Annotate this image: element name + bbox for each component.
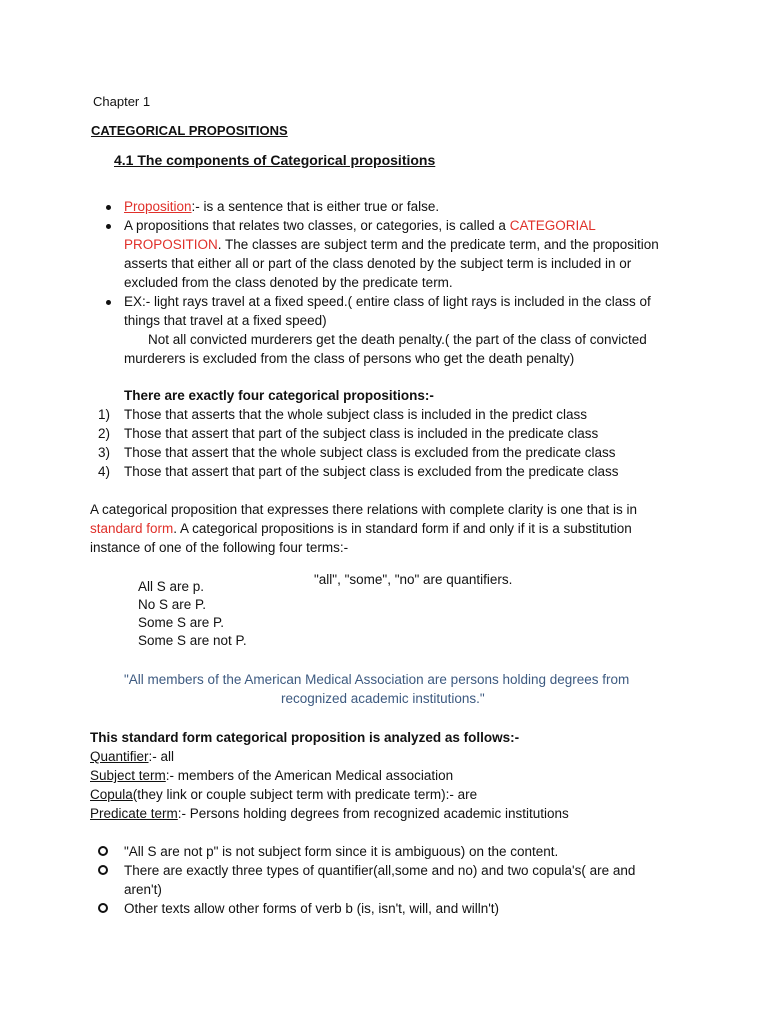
form-item: All S are p. <box>138 579 205 594</box>
bullet-categorial-line1 <box>124 217 596 235</box>
example-quote-line2: recognized academic institutions." <box>281 691 485 706</box>
list-number: 4) <box>98 464 111 479</box>
note-verb-forms: Other texts allow other forms of verb b (is, isn't, will, and willn't) <box>124 901 500 916</box>
analysis-quantifier <box>90 748 174 766</box>
categorial-term: CATEGORIAL <box>509 218 596 233</box>
analysis-heading: This standard form categorical proposition is analyzed as follows:- <box>90 730 520 745</box>
chapter-label: Chapter 1 <box>93 94 151 109</box>
form-item: Some S are P. <box>138 615 225 630</box>
bullet-categorial-line3: asserts that either all or part of the class denoted by the subject term is included in or <box>124 256 632 271</box>
note-quantifier-types-line2: aren't) <box>124 882 162 897</box>
bullet-example-line1: EX:- light rays travel at a fixed speed.( entire class of light rays is included in the class of <box>124 294 651 309</box>
analysis-value: :- members of the American Medical association <box>165 768 454 783</box>
categorial-text-2: . The classes are subject term and the predicate term, and the proposition <box>217 237 659 252</box>
analysis-copula <box>90 786 477 804</box>
bullet-icon <box>106 205 111 210</box>
list-item: Those that asserts that the whole subject class is included in the predict class <box>124 407 587 422</box>
proposition-definition: :- is a sentence that is either true or false. <box>191 199 440 214</box>
analysis-value: :- all <box>148 749 175 764</box>
proposition-term: Proposition <box>124 199 192 214</box>
list-number: 1) <box>98 407 111 422</box>
analysis-value: (they link or couple subject term with predicate term):- are <box>132 787 478 802</box>
analysis-label: Copula <box>90 787 133 802</box>
standard-form-text: . A categorical propositions is in standard form if and only if it is a substitution <box>173 521 632 536</box>
list-item: Those that assert that part of the subject class is included in the predicate class <box>124 426 599 441</box>
bullet-categorial-line4: excluded from the class denoted by the predicate term. <box>124 275 453 290</box>
categorial-text: A propositions that relates two classes, or categories, is called a <box>124 218 510 233</box>
list-item: Those that assert that part of the subject class is excluded from the predicate class <box>124 464 619 479</box>
quantifiers-note: "all", "some", "no" are quantifiers. <box>314 572 513 587</box>
analysis-label: Predicate term <box>90 806 178 821</box>
list-item: Those that assert that the whole subject class is excluded from the predicate class <box>124 445 616 460</box>
note-quantifier-types-line1: There are exactly three types of quantifier(all,some and no) and two copula's( are and <box>124 863 636 878</box>
standard-form-paragraph-line2 <box>90 520 632 538</box>
standard-form-term: standard form <box>90 521 174 536</box>
ring-bullet-icon <box>98 865 108 875</box>
example-quote-line1: "All members of the American Medical Association are persons holding degrees from <box>124 672 630 687</box>
analysis-subject-term <box>90 767 453 785</box>
standard-form-paragraph-line3: instance of one of the following four terms:- <box>90 540 349 555</box>
form-item: Some S are not P. <box>138 633 247 648</box>
bullet-example-line4: murderers is excluded from the class of persons who get the death penalty) <box>124 351 575 366</box>
form-item: No S are P. <box>138 597 207 612</box>
analysis-value: :- Persons holding degrees from recognized academic institutions <box>177 806 569 821</box>
bullet-proposition <box>124 198 439 216</box>
note-ambiguous: "All S are not p" is not subject form since it is ambiguous) on the content. <box>124 844 559 859</box>
bullet-example-line2: things that travel at a fixed speed) <box>124 313 327 328</box>
analysis-label: Subject term <box>90 768 166 783</box>
proposition-term-red: PROPOSITION <box>124 237 218 252</box>
four-propositions-heading: There are exactly four categorical propositions:- <box>124 388 434 403</box>
bullet-icon <box>106 300 111 305</box>
subsection-title: 4.1 The components of Categorical propositions <box>114 152 436 168</box>
ring-bullet-icon <box>98 846 108 856</box>
list-number: 2) <box>98 426 111 441</box>
list-number: 3) <box>98 445 111 460</box>
analysis-label: Quantifier <box>90 749 149 764</box>
bullet-icon <box>106 224 111 229</box>
bullet-example-line3: Not all convicted murderers get the death penalty.( the part of the class of convicted <box>148 332 647 347</box>
analysis-predicate-term <box>90 805 569 823</box>
standard-form-paragraph-line1: A categorical proposition that expresses there relations with complete clarity is one that is in <box>90 502 638 517</box>
ring-bullet-icon <box>98 903 108 913</box>
bullet-categorial-line2 <box>124 236 659 254</box>
section-title: CATEGORICAL PROPOSITIONS <box>91 123 288 138</box>
